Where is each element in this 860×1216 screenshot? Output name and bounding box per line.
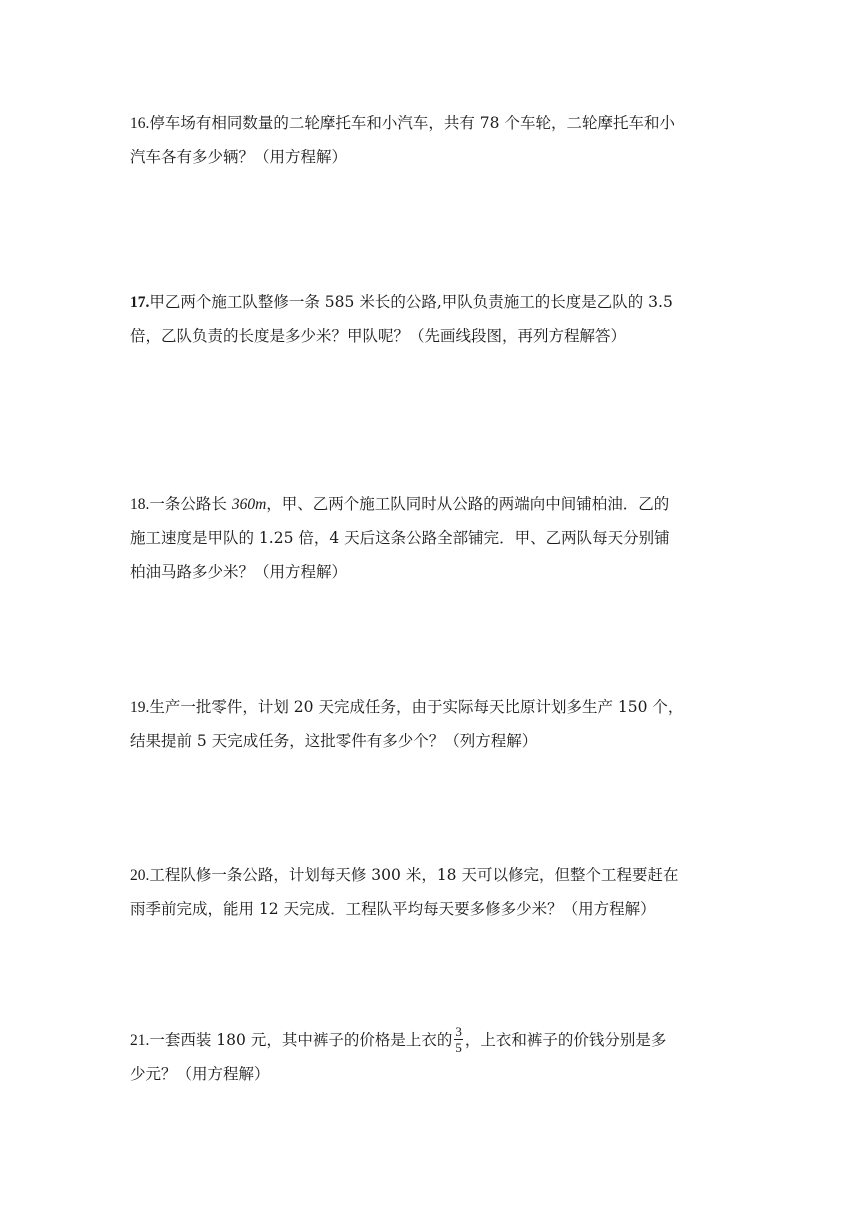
question-number: 20. (130, 867, 150, 884)
question-21 (130, 1023, 730, 1091)
question-number: 18. (130, 496, 150, 513)
fraction-numerator: 3 (455, 1023, 462, 1039)
question-text: 雨季前完成，能用 12 天完成．工程队平均每天要多修多少米？（用方程解） (130, 900, 656, 918)
question-text: 生产一批零件，计划 20 天完成任务，由于实际每天比原计划多生产 150 个， (149, 698, 684, 716)
question-number: 17. (130, 294, 150, 311)
question-text: 一条公路长 (149, 495, 232, 513)
question-line (130, 690, 730, 724)
fraction-denominator: 5 (455, 1039, 462, 1055)
question-line (130, 858, 730, 892)
question-text: ，上衣和裤子的价钱分别是多 (464, 1031, 667, 1049)
question-17 (130, 285, 730, 353)
question-16 (130, 106, 730, 174)
question-text: 工程队修一条公路，计划每天修 300 米，18 天可以修完，但整个工程要赶在 (149, 866, 679, 884)
question-number: 21. (130, 1032, 150, 1049)
question-text: 柏油马路多少米？（用方程解） (130, 563, 348, 581)
question-19 (130, 690, 730, 758)
question-text: 倍，乙队负责的长度是多少米？甲队呢？（先画线段图，再列方程解答） (130, 327, 627, 345)
question-20 (130, 858, 730, 926)
length-value: 360m (231, 496, 267, 513)
question-text: 汽车各有多少辆？（用方程解） (130, 148, 348, 166)
question-text: 少元？（用方程解） (130, 1065, 270, 1083)
question-text: 停车场有相同数量的二轮摩托车和小汽车，共有 78 个车轮，二轮摩托车和小 (149, 114, 675, 132)
question-text: ，甲、乙两个施工队同时从公路的两端向中间铺柏油．乙的 (266, 495, 670, 513)
fraction (454, 1025, 463, 1054)
question-text: 施工速度是甲队的 1.25 倍，4 天后这条公路全部铺完．甲、乙两队每天分别铺 (130, 529, 670, 547)
question-line (130, 1023, 730, 1057)
question-line (130, 285, 730, 319)
question-text: 结果提前 5 天完成任务，这批零件有多少个？（列方程解） (130, 732, 538, 750)
question-line (130, 106, 730, 140)
question-line (130, 487, 730, 521)
question-text: 甲乙两个施工队整修一条 585 米长的公路,甲队负责施工的长度是乙队的 3.5 (149, 293, 673, 311)
question-text: 一套西装 180 元，其中裤子的价格是上衣的 (149, 1031, 453, 1049)
question-number: 16. (130, 115, 150, 132)
question-18 (130, 487, 730, 589)
question-number: 19. (130, 699, 150, 716)
